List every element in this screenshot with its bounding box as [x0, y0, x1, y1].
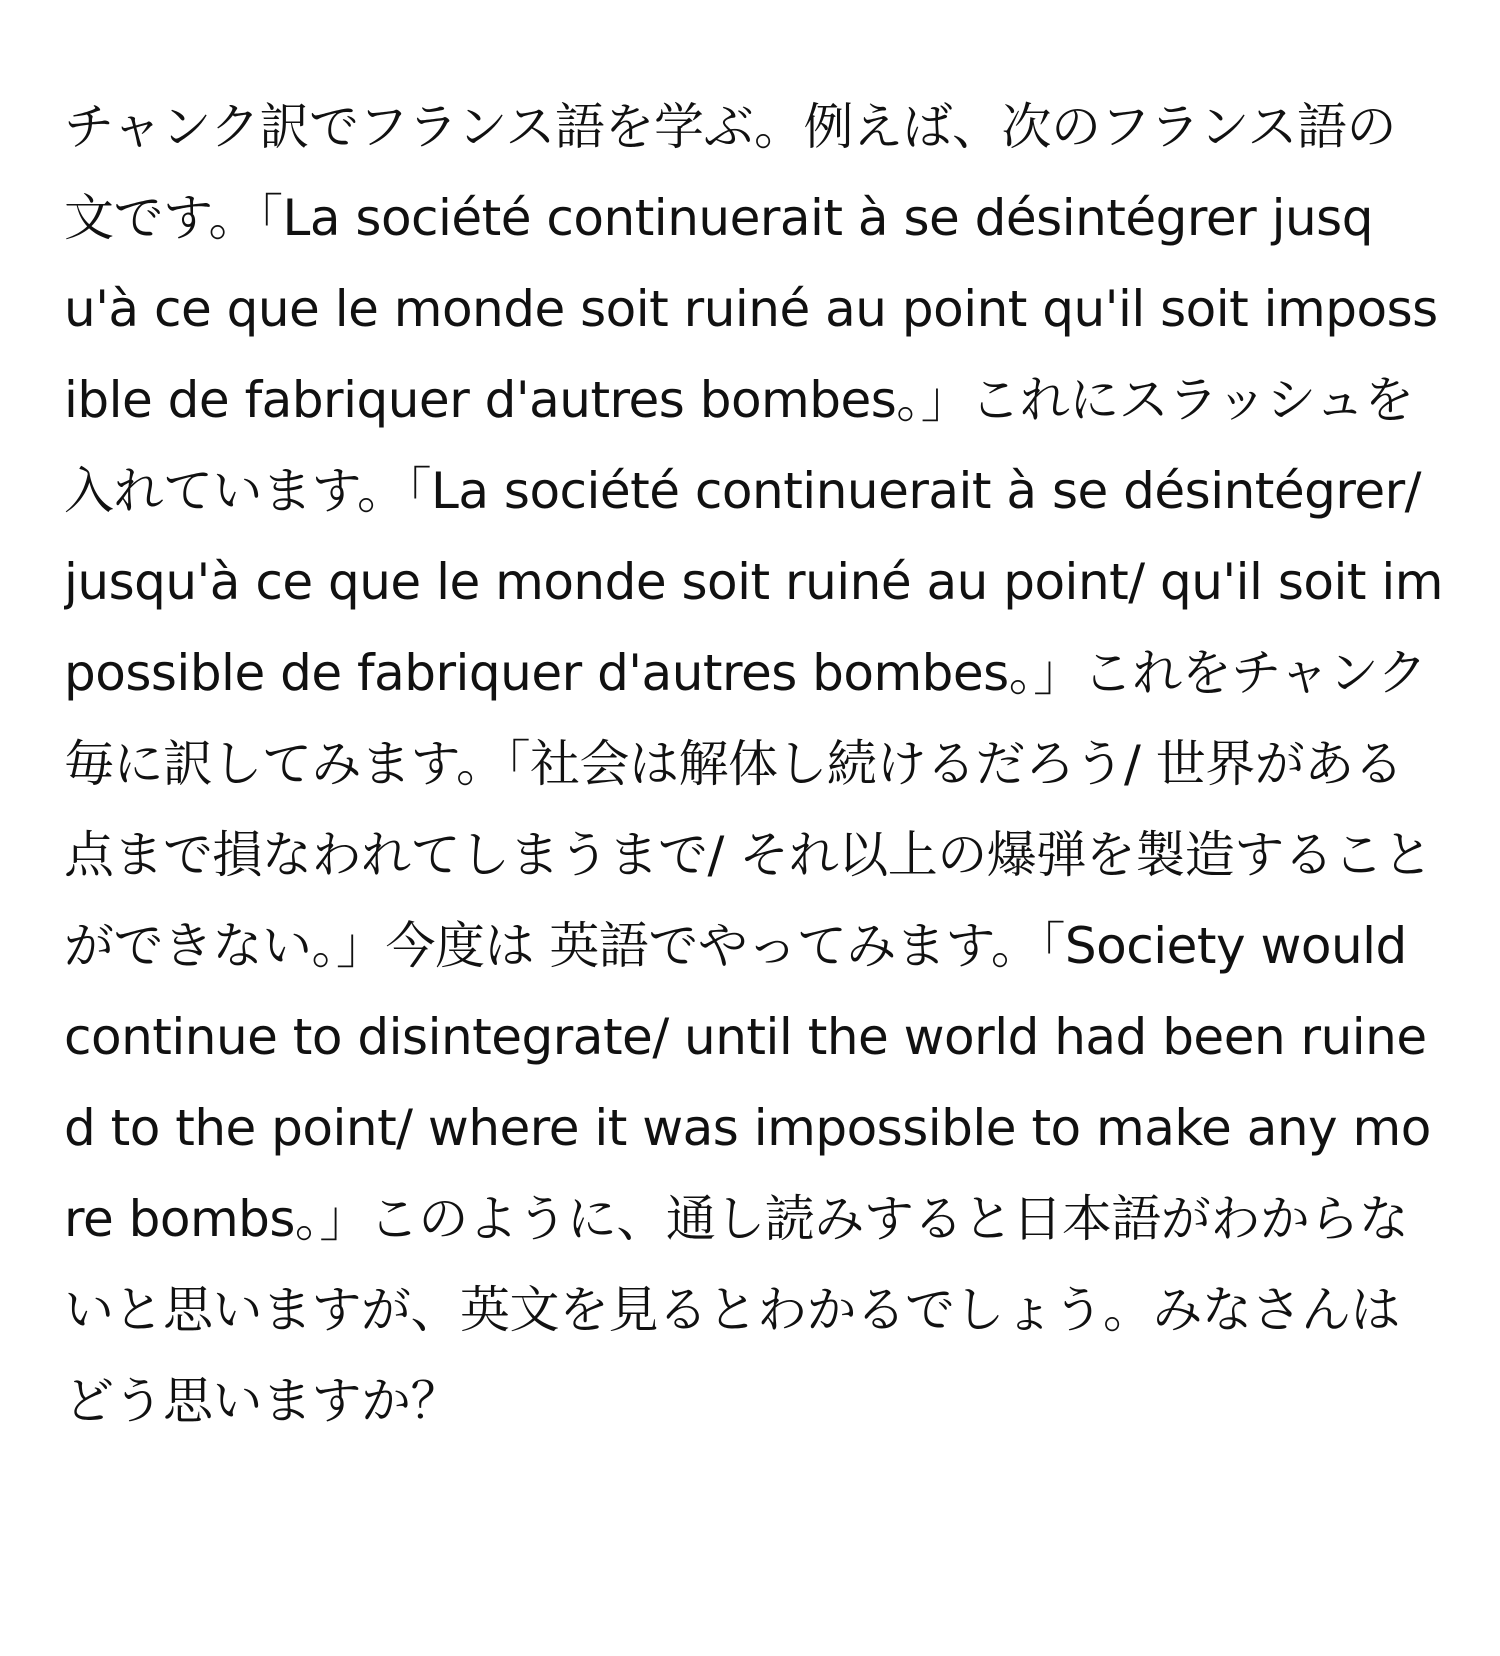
- document-body: [64, 82, 1444, 1622]
- body-paragraph: チャンク訳でフランス語を学ぶ。例えば、次のフランス語の文です。「La société continuerait à se désintégrer jusqu'à ce que le monde soit ruiné au point qu'il soit impossible de fabriquer d'autres bombes。」これにスラッシュを入れています。「La société continuerait à se désintégrer/ jusqu'à ce que le monde soit ruiné au point/ qu'il soit impossible de fabriquer d'autres bombes。」これをチャンク毎に訳してみます。「社会は解体し続けるだろう/ 世界がある点まで損なわれてしまうまで/ それ以上の爆弾を製造することができない。」今度は 英語でやってみます。「Society would continue to disintegrate/ until the world had been ruined to the point/ where it was impossible to make any more bombs。」このように、通し読みすると日本語がわからないと思いますが、英文を見るとわかるでしょう。みなさんはどう思いますか？: [64, 98, 1443, 1430]
